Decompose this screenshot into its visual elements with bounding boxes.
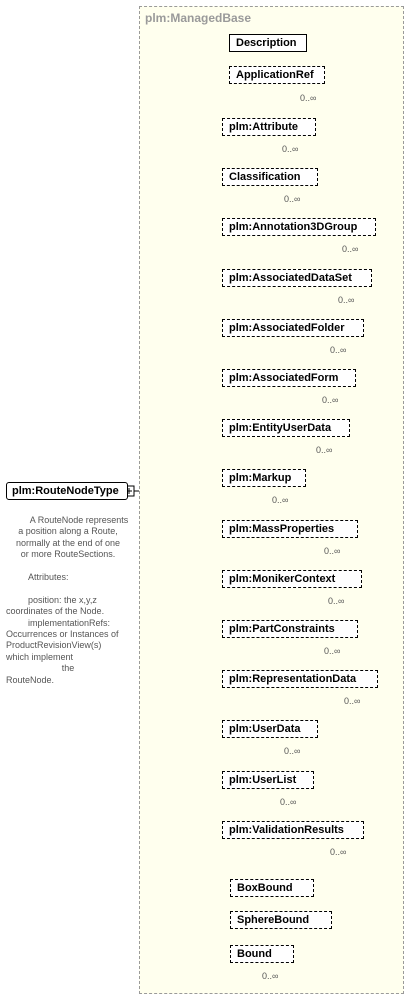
- cardinality-label: 0..∞: [262, 971, 279, 981]
- doc-line: normally at the end of one: [15, 537, 121, 548]
- doc-line: the: [61, 663, 75, 674]
- element-description[interactable]: [229, 34, 307, 52]
- element-classification[interactable]: [222, 168, 318, 186]
- doc-line: Occurrences or Instances of: [6, 629, 119, 640]
- element-label: plm:RepresentationData: [229, 673, 357, 686]
- element-monikercontext[interactable]: [222, 570, 362, 588]
- element-label: Description: [236, 37, 297, 49]
- cardinality-label: 0..∞: [342, 244, 359, 255]
- element-label: plm:AssociatedDataSet: [229, 271, 352, 284]
- cardinality-label: 0..∞: [322, 395, 339, 405]
- root-element[interactable]: plm:RouteNodeType: [6, 482, 128, 500]
- element-label: plm:MassProperties: [229, 522, 335, 535]
- element-spherebound[interactable]: [230, 911, 332, 929]
- element-label: plm:Annotation3DGroup: [229, 221, 358, 234]
- element-label: BoxBound: [237, 882, 293, 894]
- element-label: plm:UserData: [229, 723, 301, 736]
- element-label: SphereBound: [237, 914, 310, 926]
- element-annotation3dgroup[interactable]: [222, 218, 376, 236]
- cardinality-label: 0..∞: [330, 344, 347, 355]
- doc-line: position: the x,y,z: [28, 594, 97, 605]
- cardinality-label: 0..∞: [282, 144, 299, 154]
- doc-line: A RouteNode represents: [29, 515, 129, 525]
- cardinality-label: 0..∞: [284, 194, 301, 205]
- element-markup[interactable]: [222, 469, 306, 487]
- cardinality-label: 0..∞: [324, 545, 341, 556]
- element-representationdata[interactable]: [222, 670, 378, 688]
- element-boxbound[interactable]: [230, 879, 314, 897]
- doc-line: coordinates of the Node.: [6, 606, 105, 617]
- element-entityuserdata[interactable]: [222, 419, 350, 437]
- element-label: plm:EntityUserData: [229, 422, 332, 435]
- element-label: plm:MonikerContext: [229, 572, 336, 585]
- element-label: plm:AssociatedFolder: [229, 321, 345, 334]
- element-attribute[interactable]: [222, 118, 316, 136]
- cardinality-label: 0..∞: [280, 796, 297, 807]
- doc-line: or more RouteSections.: [20, 549, 116, 560]
- doc-line: a position along a Route,: [18, 526, 118, 537]
- element-validationresults[interactable]: [222, 821, 364, 839]
- doc-line: which implement: [6, 651, 74, 662]
- element-label: plm:UserList: [229, 773, 297, 786]
- element-associateddataset[interactable]: [222, 269, 372, 287]
- cardinality-label: 0..∞: [330, 846, 347, 857]
- element-label: plm:AssociatedForm: [229, 372, 339, 384]
- element-userdata[interactable]: [222, 720, 318, 738]
- cardinality-label: 0..∞: [324, 646, 341, 656]
- element-label: plm:ValidationResults: [229, 823, 344, 836]
- element-label: ApplicationRef: [236, 69, 314, 81]
- cardinality-label: 0..∞: [328, 595, 345, 606]
- element-label: plm:PartConstraints: [229, 623, 335, 635]
- cardinality-label: 0..∞: [284, 746, 301, 757]
- element-label: plm:Attribute: [229, 121, 299, 133]
- cardinality-label: 0..∞: [272, 495, 289, 506]
- element-label: Bound: [237, 948, 272, 960]
- doc-line: Attributes:: [28, 572, 69, 583]
- element-applicationref[interactable]: [229, 66, 325, 84]
- cardinality-label: 0..∞: [344, 696, 361, 707]
- managed-base-title: plm:ManagedBase: [145, 11, 252, 25]
- element-partconstraints[interactable]: [222, 620, 358, 638]
- element-associatedform[interactable]: [222, 369, 356, 387]
- doc-line: ProductRevisionView(s): [6, 640, 102, 651]
- cardinality-label: 0..∞: [300, 93, 317, 103]
- element-associatedfolder[interactable]: [222, 319, 364, 337]
- element-label: Classification: [229, 171, 301, 184]
- element-bound[interactable]: [230, 945, 294, 963]
- cardinality-label: 0..∞: [316, 445, 333, 456]
- element-label: plm:Markup: [229, 472, 292, 485]
- cardinality-label: 0..∞: [338, 294, 355, 305]
- doc-line: RouteNode.: [6, 674, 55, 685]
- element-userlist[interactable]: [222, 771, 314, 789]
- doc-line: implementationRefs:: [28, 617, 111, 628]
- root-documentation: [6, 515, 130, 686]
- element-massproperties[interactable]: [222, 520, 358, 538]
